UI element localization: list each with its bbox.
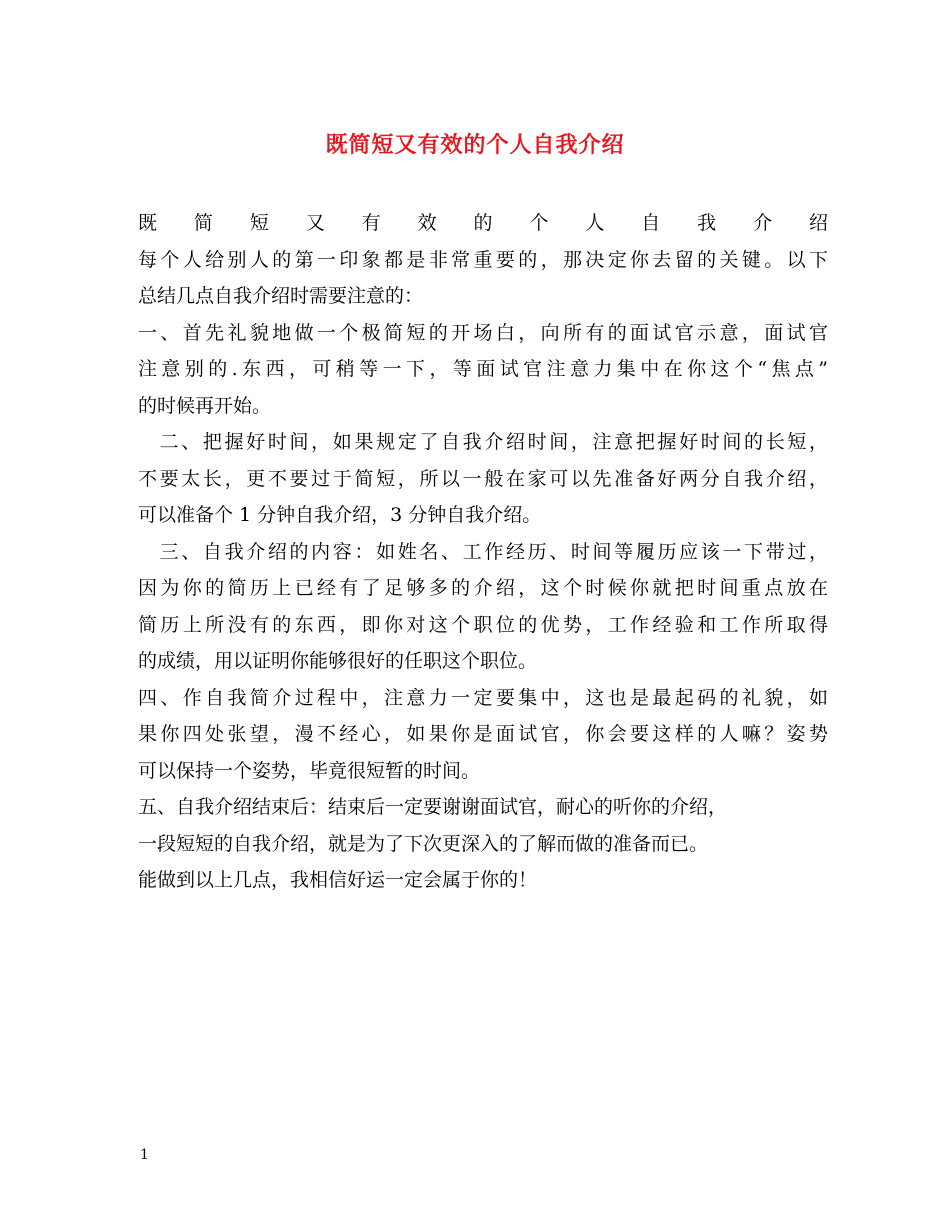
body-line: 四、作自我简介过程中，注意力一定要集中，这也是最起码的礼貌，如 (138, 686, 828, 709)
body-line: 的成绩，用以证明你能够很好的任职这个职位。 (138, 650, 538, 672)
body-line: 简历上所没有的东西，即你对这个职位的优势，工作经验和工作所取得 (138, 613, 828, 636)
document-body (138, 205, 828, 899)
page-number: 1 (140, 1147, 149, 1163)
body-line: 每个人给别人的第一印象都是非常重要的，那决定你去留的关键。以下 (138, 248, 828, 271)
document-title: 既简短又有效的个人自我介绍 (325, 132, 625, 158)
body-line: 不要太长，更不要过于简短，所以一般在家可以先准备好两分自我介绍， (138, 467, 828, 490)
body-line: 一段短短的自我介绍，就是为了下次更深入的了解而做的准备而已。 (138, 832, 709, 855)
body-line: 总结几点自我介绍时需要注意的： (138, 285, 424, 307)
body-line: 三、自我介绍的内容：如姓名、工作经历、时间等履历应该一下带过， (138, 540, 828, 563)
body-line: 的时候再开始。 (138, 394, 272, 417)
body-line: 果你四处张望，漫不经心，如果你是面试官，你会要这样的人嘛？姿势 (138, 723, 828, 745)
body-line: 因为你的简历上已经有了足够多的介绍，这个时候你就把时间重点放在 (138, 577, 828, 599)
body-line: 可以保持一个姿势，毕竟很短暂的时间。 (138, 759, 481, 782)
body-line: 五、自我介绍结束后：结束后一定要谢谢面试官，耐心的听你的介绍， (138, 796, 728, 818)
body-line: 注意别的.东西，可稍等一下，等面试官注意力集中在你这个“焦点” (138, 358, 828, 380)
body-line: 既简短又有效的个人自我介绍 (138, 212, 828, 234)
body-line: 一、首先礼貌地做一个极简短的开场白，向所有的面试官示意，面试官 (138, 321, 828, 344)
body-line: 二、把握好时间，如果规定了自我介绍时间，注意把握好时间的长短， (138, 431, 828, 453)
body-line: 能做到以上几点，我相信好运一定会属于你的！ (138, 869, 538, 891)
body-line: 可以准备个 1 分钟自我介绍，3 分钟自我介绍。 (138, 504, 542, 526)
